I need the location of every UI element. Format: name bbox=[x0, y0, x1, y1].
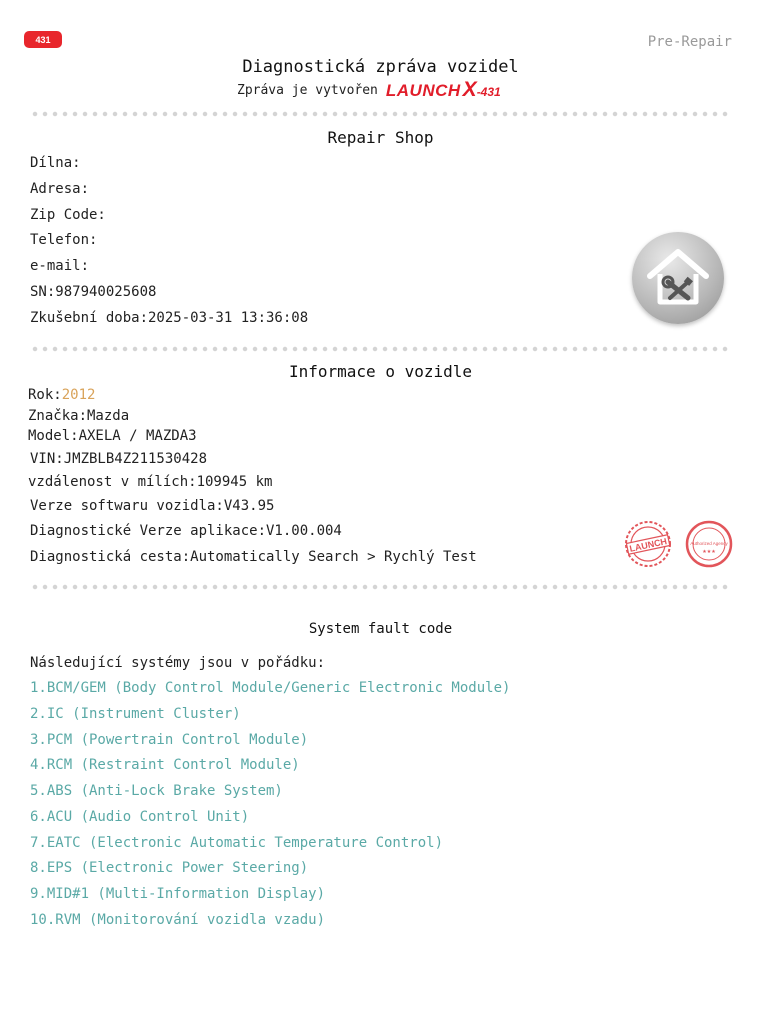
system-ok-item: 1.BCM/GEM (Body Control Module/Generic Electronic Module) bbox=[30, 680, 511, 696]
launch-stamp-icon bbox=[624, 520, 672, 568]
system-ok-item: 7.EATC (Electronic Automatic Temperature Control) bbox=[30, 835, 444, 851]
system-ok-item: 5.ABS (Anti-Lock Brake System) bbox=[30, 783, 283, 799]
repair-shop-house-icon bbox=[632, 232, 724, 324]
shop-line-address: Adresa: bbox=[30, 181, 90, 197]
svg-text:★★★: ★★★ bbox=[702, 549, 716, 555]
vehicle-line-make: Značka:Mazda bbox=[28, 408, 130, 424]
shop-line-workshop: Dílna: bbox=[30, 155, 81, 171]
launch-logo-word: LAUNCH bbox=[385, 81, 461, 100]
authorized-agency-stamp-icon bbox=[685, 520, 733, 568]
app-badge: 431 bbox=[24, 31, 62, 48]
dotted-divider bbox=[30, 346, 732, 352]
stamp-launch-text: LAUNCH bbox=[628, 536, 668, 554]
system-ok-item: 10.RVM (Monitorování vozidla vzadu) bbox=[30, 912, 326, 928]
system-ok-item: 9.MID#1 (Multi-Information Display) bbox=[30, 886, 326, 902]
system-ok-item: 2.IC (Instrument Cluster) bbox=[30, 706, 241, 722]
shop-line-sn: SN:987940025608 bbox=[30, 284, 157, 300]
system-ok-item: 4.RCM (Restraint Control Module) bbox=[30, 757, 300, 773]
launch-logo bbox=[386, 78, 501, 102]
vehicle-line-mileage: vzdálenost v mílích:109945 km bbox=[28, 474, 273, 490]
system-ok-item: 3.PCM (Powertrain Control Module) bbox=[30, 732, 309, 748]
shop-line-phone: Telefon: bbox=[30, 232, 98, 248]
vehicle-line-model: Model:AXELA / MAZDA3 bbox=[28, 428, 197, 444]
shop-line-zip: Zip Code: bbox=[30, 207, 106, 223]
vehicle-line-year bbox=[28, 387, 95, 403]
stamp-agency-text: Authorized Agency bbox=[690, 541, 728, 546]
report-subtitle bbox=[237, 80, 501, 100]
year-label: Rok: bbox=[28, 387, 62, 403]
shop-line-test-time: Zkušební doba:2025-03-31 13:36:08 bbox=[30, 310, 309, 326]
system-ok-item: 6.ACU (Audio Control Unit) bbox=[30, 809, 250, 825]
dotted-divider bbox=[30, 584, 732, 590]
launch-logo-x: X bbox=[462, 78, 477, 101]
fault-code-title: System fault code bbox=[308, 621, 453, 637]
repair-shop-title: Repair Shop bbox=[327, 128, 434, 147]
vehicle-line-vin: VIN:JMZBLB4Z211530428 bbox=[30, 451, 208, 467]
vehicle-info-title: Informace o vozidle bbox=[288, 362, 473, 381]
year-value: 2012 bbox=[61, 387, 96, 403]
system-ok-item: 8.EPS (Electronic Power Steering) bbox=[30, 860, 309, 876]
subtitle-text: Zpráva je vytvořen bbox=[237, 82, 378, 98]
dotted-divider bbox=[30, 111, 732, 117]
shop-line-email: e-mail: bbox=[30, 258, 90, 274]
fault-intro: Následující systémy jsou v pořádku: bbox=[30, 655, 326, 671]
report-title: Diagnostická zpráva vozidel bbox=[242, 57, 519, 77]
launch-logo-number: -431 bbox=[476, 85, 501, 99]
report-status: Pre-Repair bbox=[647, 34, 732, 50]
vehicle-line-app-version: Diagnostické Verze aplikace:V1.00.004 bbox=[30, 523, 342, 539]
vehicle-line-diag-path: Diagnostická cesta:Automatically Search > Rychlý Test bbox=[30, 549, 477, 565]
vehicle-line-software: Verze softwaru vozidla:V43.95 bbox=[30, 498, 275, 514]
